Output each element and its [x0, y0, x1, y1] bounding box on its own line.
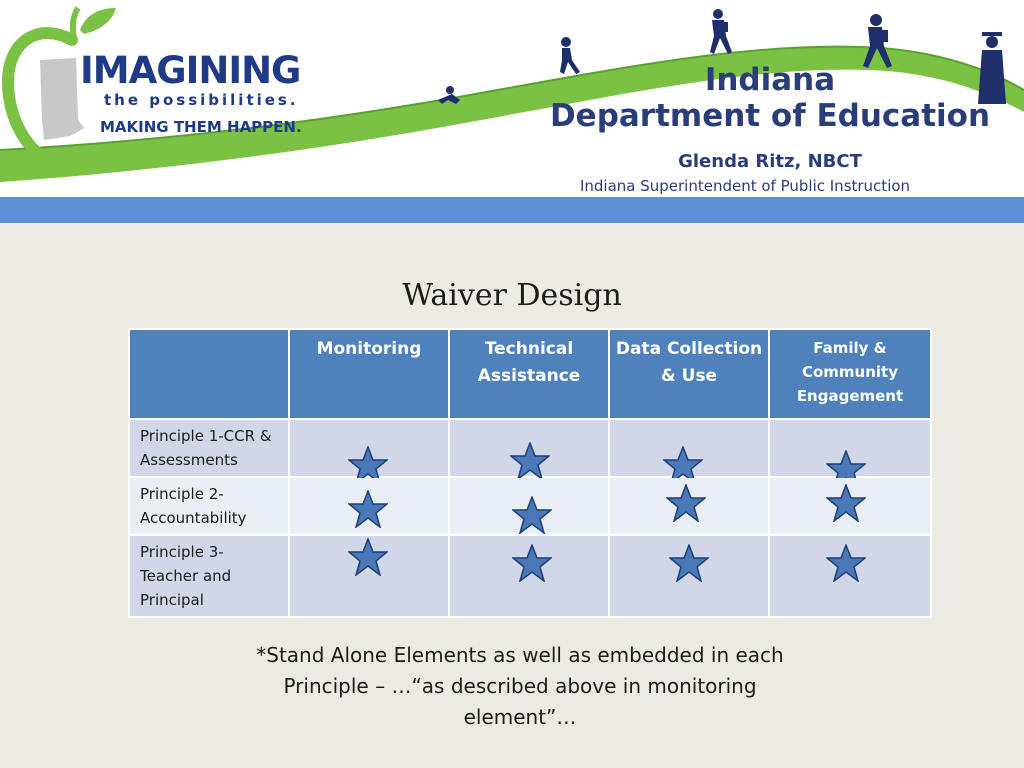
- star-icon: [512, 496, 552, 534]
- cell-p2-monitoring: [289, 477, 449, 535]
- row-label-principle-3: Principle 3-Teacher and Principal: [129, 535, 289, 617]
- column-header-family-engagement: Family & Community Engagement: [769, 329, 931, 419]
- cell-p2-data: [609, 477, 769, 535]
- department-title: [530, 62, 1010, 134]
- superintendent-name: Glenda Ritz, NBCT: [678, 151, 862, 172]
- logo-tagline: MAKING THEM HAPPEN.: [100, 118, 302, 136]
- slide-title: Waiver Design: [402, 278, 622, 313]
- cell-p2-technical: [449, 477, 609, 535]
- table-header-row: [129, 329, 931, 419]
- cell-p3-data: [609, 535, 769, 617]
- cell-p3-family: [769, 535, 931, 617]
- cell-p1-data: [609, 419, 769, 477]
- slide-footnote: *Stand Alone Elements as well as embedded in each Principle – …“as described above in monitoring element”…: [256, 643, 784, 729]
- column-header-monitoring: Monitoring: [289, 329, 449, 419]
- cell-p1-technical: [449, 419, 609, 477]
- cell-p3-monitoring: [289, 535, 449, 617]
- row-label-principle-1: Principle 1-CCR & Assessments: [129, 419, 289, 477]
- header-banner: [0, 0, 1024, 197]
- logo-subtitle: the possibilities.: [104, 91, 299, 109]
- star-icon: [348, 490, 388, 528]
- superintendent-role: Indiana Superintendent of Public Instruction: [579, 177, 911, 195]
- star-icon: [348, 538, 388, 576]
- star-icon: [666, 484, 706, 522]
- star-icon: [826, 544, 866, 582]
- star-icon: [512, 544, 552, 582]
- row-label-principle-2: Principle 2-Accountability: [129, 477, 289, 535]
- waiver-design-table: [128, 328, 932, 618]
- star-icon: [510, 442, 550, 480]
- table-row: [129, 535, 931, 617]
- cell-p1-monitoring: [289, 419, 449, 477]
- column-header-data-collection: Data Collection & Use: [609, 329, 769, 419]
- header-divider-band: [0, 197, 1024, 223]
- cell-p1-family: [769, 419, 931, 477]
- indiana-state-icon: [40, 58, 84, 140]
- table-row: [129, 419, 931, 477]
- column-header-empty: [129, 329, 289, 419]
- logo-title: IMAGINING: [80, 49, 301, 92]
- department-title-line2: Department of Education: [549, 98, 991, 134]
- cell-p2-family: [769, 477, 931, 535]
- department-title-line1: Indiana: [704, 62, 836, 98]
- table-row: [129, 477, 931, 535]
- column-header-technical-assistance: Technical Assistance: [449, 329, 609, 419]
- star-icon: [826, 484, 866, 522]
- star-icon: [669, 544, 709, 582]
- cell-p3-technical: [449, 535, 609, 617]
